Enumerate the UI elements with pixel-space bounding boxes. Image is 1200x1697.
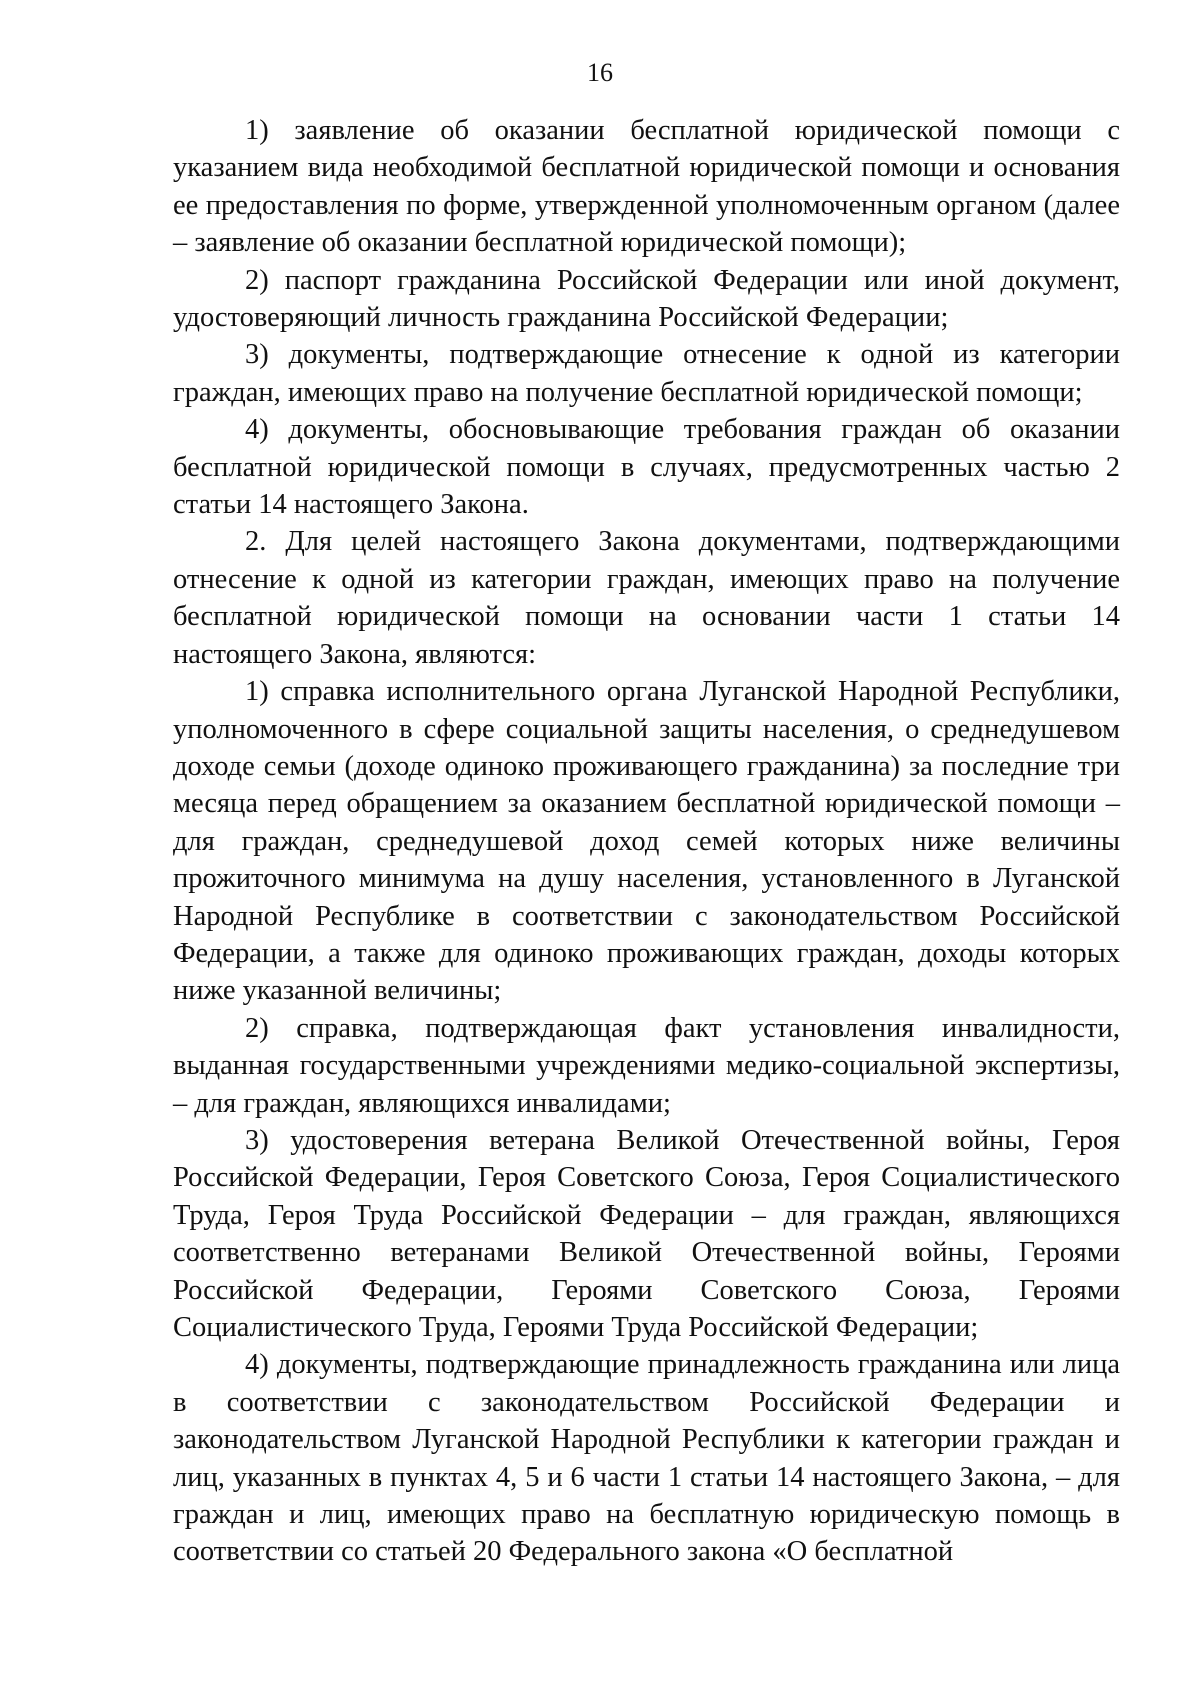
paragraph-5: 2. Для целей настоящего Закона документами, подтверждающими отнесение к одной из категории граждан, имеющих право на получение бесплатной юридической помощи на основании части 1 статьи 14 настоящего Закона, являются: bbox=[173, 526, 1120, 670]
paragraph-1: 1) заявление об оказании бесплатной юридической помощи с указанием вида необходимой бесплатной юридической помощи и основания ее предоставления по форме, утвержденной уполномоченным органом (далее – заявление об оказании бесплатной юридической помощи); bbox=[173, 115, 1120, 259]
paragraph-9: 4) документы, подтверждающие принадлежность гражданина или лица в соответствии с законодательством Российской Федерации и законодательством Луганской Народной Республики к категории граждан и лиц, указанных в пунктах 4, 5 и 6 части 1 статьи 14 настоящего Закона, – для граждан и лиц, имеющих право на бесплатную юридическую помощь в соответствии со статьей 20 Федерального закона «О бесплатной bbox=[173, 1349, 1120, 1568]
paragraph-4: 4) документы, обосновывающие требования граждан об оказании бесплатной юридической помощи в случаях, предусмотренных частью 2 статьи 14 настоящего Закона. bbox=[173, 414, 1120, 521]
paragraph-3: 3) документы, подтверждающие отнесение к одной из категории граждан, имеющих право на получение бесплатной юридической помощи; bbox=[173, 339, 1120, 408]
document-body bbox=[173, 112, 1120, 1571]
paragraph-7: 2) справка, подтверждающая факт установления инвалидности, выданная государственными учреждениями медико-социальной экспертизы, – для граждан, являющихся инвалидами; bbox=[173, 1012, 1120, 1119]
page-number: 16 bbox=[587, 58, 613, 87]
paragraph-2: 2) паспорт гражданина Российской Федерации или иной документ, удостоверяющий личность гражданина Российской Федерации; bbox=[173, 264, 1120, 334]
paragraph-8: 3) удостоверения ветерана Великой Отечественной войны, Героя Российской Федерации, Героя Советского Союза, Героя Социалистического Труда, Героя Труда Российской Федерации – для граждан, являющихся соответственно ветеранами Великой Отечественной войны, Героями Российской Федерации, Героями Советского Союза, Героями Социалистического Труда, Героями Труда Российской Федерации; bbox=[173, 1124, 1120, 1343]
paragraph-6: 1) справка исполнительного органа Луганской Народной Республики, уполномоченного в сфере социальной защиты населения, о среднедушевом доходе семьи (доходе одиноко проживающего гражданина) за последние три месяца перед обращением за оказанием бесплатной юридической помощи – для граждан, среднедушевой доход семей которых ниже величины прожиточного минимума на душу населения, установленного в Луганской Народной Республике в соответствии с законодательством Российской Федерации, а также для одиноко проживающих граждан, доходы которых ниже указанной величины; bbox=[173, 676, 1120, 1007]
